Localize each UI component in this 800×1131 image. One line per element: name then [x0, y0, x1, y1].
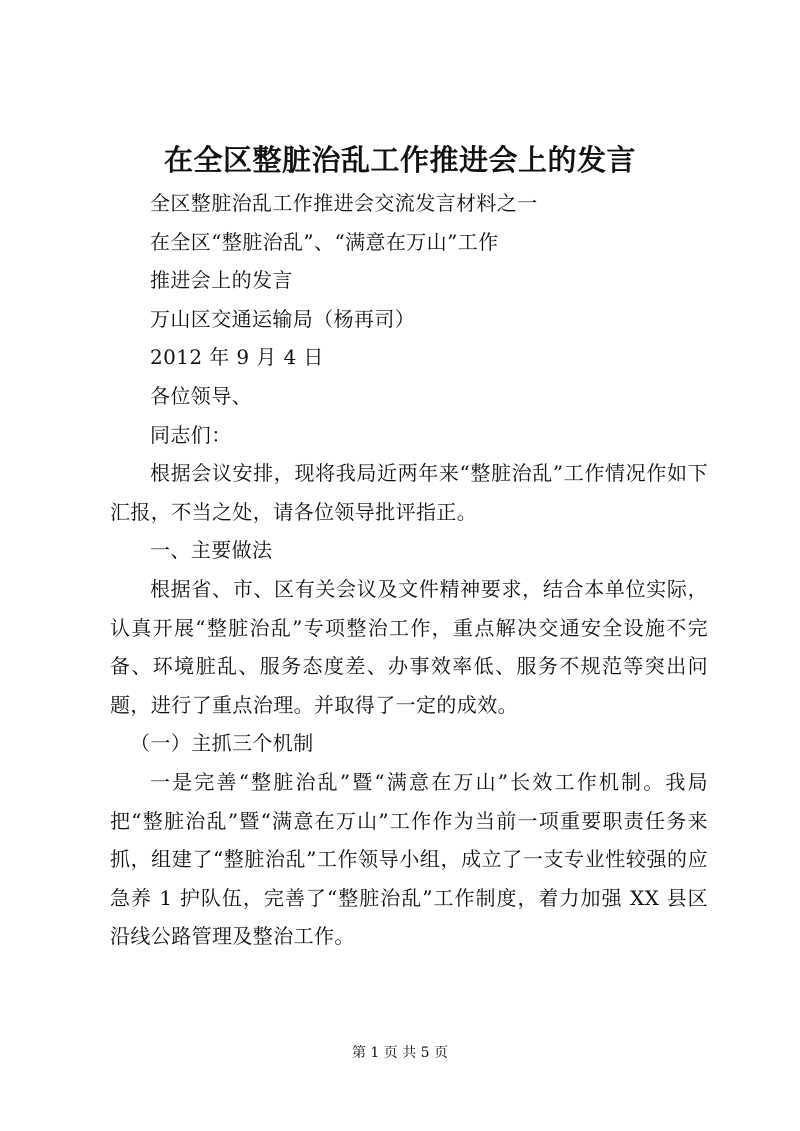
salutation-leaders: 各位领导、 — [150, 383, 252, 408]
document-body — [110, 184, 708, 956]
intro-paragraph: 根据会议安排，现将我局近两年来“整脏治乱”工作情况作如下汇报，不当之处，请各位领导批评指正。 — [110, 461, 708, 524]
salutation-comrades: 同志们： — [150, 422, 232, 447]
mechanism-one-paragraph: 一是完善“整脏治乱”暨“满意在万山”长效工作机制。我局把“整脏治乱”暨“满意在万山”工作作为当前一项重要职责任务来抓，组建了“整脏治乱”工作领导小组，成立了一支专业性较强的应急养 1 护队伍，完善了“整脏治乱”工作制度，着力加强 XX 县区沿线公路管理及整治工作。 — [110, 769, 708, 949]
subsection-heading-three-mechanisms: （一）主抓三个机制 — [130, 731, 314, 756]
section-heading-main-practices: 一、主要做法 — [150, 538, 273, 563]
date-line: 2012 年 9 月 4 日 — [150, 345, 324, 370]
speaker-line: 万山区交通运输局（杨再司） — [150, 306, 416, 331]
meeting-title-line-2: 推进会上的发言 — [150, 268, 293, 293]
meeting-title-line-1: 在全区“整脏治乱”、“满意在万山”工作 — [150, 229, 499, 254]
subtitle-line: 全区整脏治乱工作推进会交流发言材料之一 — [150, 191, 538, 215]
document-title: 在全区整脏治乱工作推进会上的发言 — [163, 143, 636, 177]
page-footer: 第 1 页 共 5 页 — [351, 1045, 449, 1061]
practices-paragraph: 根据省、市、区有关会议及文件精神要求，结合本单位实际，认真开展“整脏治乱”专项整治工作，重点解决交通安全设施不完备、环境脏乱、服务态度差、办事效率低、服务不规范等突出问题，进行了重点治理。并取得了一定的成效。 — [110, 576, 708, 717]
